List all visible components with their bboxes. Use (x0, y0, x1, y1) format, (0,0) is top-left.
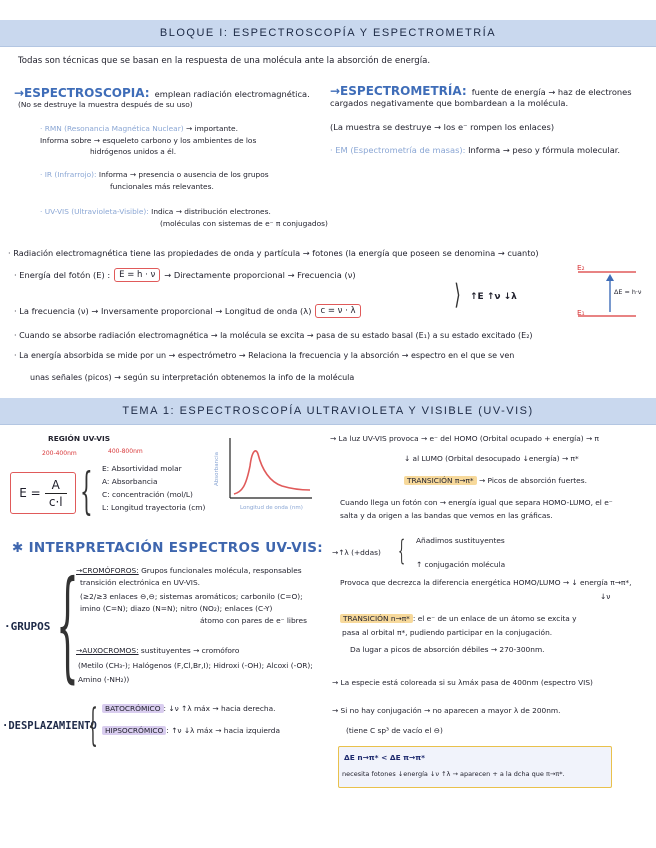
espectroscopia-def: emplean radiación electromagnética. (154, 89, 310, 99)
aux-line2: (Metilo (CH₃-); Halógenos (F,Cl,Br,I); Hidroxi (-OH); Alcoxi (-OR); (78, 661, 313, 670)
box-line2: necesita fotones ↓energía ↓ν ↑λ → aparecen + a la dcha que π→π*. (342, 770, 565, 778)
energia-post: → Directamente proporcional → Frecuencia (ν) (164, 269, 356, 280)
right-line8: → La especie está coloreada si su λmáx pasa de 400nm (espectro VIS) (332, 678, 593, 687)
right-line1: → La luz UV-VIS provoca → e⁻ del HOMO (Orbital ocupado + energía) → π (330, 434, 599, 443)
bato-label: BATOCRÓMICO (102, 704, 164, 713)
hipso-label: HIPSOCRÓMICO (102, 726, 166, 735)
right-line5: Provoca que decrezca la diferencia energética HOMO/LUMO → ↓ energía π→π*, (340, 578, 632, 587)
hipso-line (102, 726, 280, 736)
frecuencia-formula: c = ν · λ (315, 304, 360, 318)
crom-line2: transición electrónica en UV-VIS. (80, 578, 201, 587)
aum-brace: { (398, 534, 406, 567)
em-text: Informa → peso y fórmula molecular. (468, 145, 621, 155)
uv-text: Indica → distribución electrones. (151, 207, 271, 216)
aum-pre: →↑λ (+ddas) (332, 548, 381, 557)
ir-line (40, 170, 269, 180)
frecuencia-line (14, 304, 361, 318)
e2-label: E₂ (577, 263, 585, 272)
eq-fraction-line (45, 493, 67, 494)
em-label: · EM (Espectrometría de masas): (330, 145, 466, 155)
tema-banner (0, 398, 656, 425)
comparison-box (338, 746, 612, 788)
trans1-text: → Picos de absorción fuertes. (479, 476, 587, 485)
def-a: A: Absorbancia (102, 477, 158, 486)
espectrometria-heading (330, 80, 632, 99)
ir-label: · IR (Infrarrojo): (40, 170, 97, 179)
summary-brace: ⟩ (454, 278, 461, 311)
desplazamiento-label: ·DESPLAZAMIENTO (2, 720, 97, 732)
crom-title: →CROMÓFOROS: (76, 566, 139, 575)
right-line7: Da lugar a picos de absorción débiles → 270-300nm. (350, 645, 545, 654)
intro-text: Todas son técnicas que se basan en la respuesta de una molécula ante la absorción de energía. (18, 56, 431, 66)
graph-y-label: Absorbancia (214, 451, 220, 486)
espectroscopia-note: (No se destruye la muestra después de su uso) (18, 100, 193, 109)
eq-denominator: c·l (48, 494, 63, 509)
ir-line2: funcionales más relevantes. (110, 182, 214, 191)
right-line3: Cuando llega un fotón con → energía igual que separa HOMO-LUMO, el e⁻ (340, 498, 613, 507)
espectroscopia-heading (14, 82, 310, 101)
crom-line3: (≥2/≥3 enlaces ⊖,⊖; sistemas aromáticos; carbonilo (C=O); (80, 592, 303, 601)
delta-e-label: ΔE = h·ν (614, 288, 642, 296)
aux-text: sustituyentes → cromóforo (140, 646, 240, 655)
grupos-label: ·GRUPOS (4, 620, 51, 633)
aux-line (76, 646, 239, 656)
frecuencia-pre: · La frecuencia (ν) → Inversamente proporcional → Longitud de onda (λ) (14, 305, 312, 316)
block-title: BLOQUE I: ESPECTROSCOPÍA Y ESPECTROMETRÍA (159, 27, 497, 39)
uv-line (40, 207, 271, 217)
excitation-arrowhead (606, 274, 614, 281)
rmn-line2: Informa sobre → esqueleto carbono y los ambientes de los (40, 136, 257, 145)
box-line1: ΔE n→π* < ΔE π→π* (344, 753, 425, 762)
trans2-line (340, 614, 577, 624)
trans2-text: : el e⁻ de un enlace de un átomo se excita y (412, 614, 577, 623)
em-line (330, 145, 620, 156)
right-line6: pasa al orbital π*, pudiendo participar en la conjugación. (342, 628, 553, 637)
ir-text: Informa → presencia o ausencia de los grupos (98, 170, 269, 179)
radiacion-line1: · Radiación electromagnética tiene las propiedades de onda y partícula → fotones (la energía que poseen se denomina → cuanto) (8, 248, 539, 258)
right-line2: ↓ al LUMO (Orbital desocupado ↓energía) → π* (404, 454, 579, 463)
region-vis: 400-800nm (108, 448, 143, 455)
eq-left: E = (19, 486, 41, 500)
uv-line2: (moléculas con sistemas de e⁻ π conjugados) (160, 219, 328, 228)
right-line10: (tiene C sp³ de vacío el ⊖) (346, 726, 443, 735)
grupos-brace: { (56, 556, 79, 695)
espectrometria-title: →ESPECTROMETRÍA: (330, 84, 467, 98)
interp-title: ✱ INTERPRETACIÓN ESPECTROS UV-VIS: (12, 540, 323, 556)
rmn-label: · RMN (Resonancia Magnética Nuclear) (40, 124, 184, 133)
trans2-label: TRANSICIÓN n→π* (340, 614, 413, 623)
energia-pre: · Energía del fotón (E) : (14, 269, 111, 280)
rmn-line3: hidrógenos unidos a él. (90, 147, 177, 156)
right-line5b: ↓ν (600, 592, 611, 601)
aum1: Añadimos sustituyentes (416, 536, 505, 545)
right-line9: → Si no hay conjugación → no aparecen a mayor λ de 200nm. (332, 706, 561, 715)
rmn-text: → importante. (186, 124, 238, 133)
energia-formula: E = h · ν (114, 268, 160, 282)
espectroscopia-title: →ESPECTROSCOPIA: (14, 86, 150, 100)
def-l: L: Longitud trayectoria (cm) (102, 503, 206, 512)
trans1-line (404, 476, 587, 486)
region-title: REGIÓN UV-VIS (48, 434, 111, 443)
rmn-line (40, 124, 238, 134)
trans1-label: TRANSICIÓN π→π* (404, 476, 477, 485)
absorbe-line: · Cuando se absorbe radiación electromagnética → la molécula se excita → pasa de su estado basal (E₁) a su estado excitado (E₂) (14, 331, 533, 340)
bato-text: : ↓ν ↑λ máx → hacia derecha. (163, 704, 276, 713)
crom-line4: imino (C=N); diazo (N=N); nitro (NO₂); enlaces (C-Y) (80, 604, 273, 613)
espectrometria-note: (La muestra se destruye → los e⁻ rompen los enlaces) (330, 122, 555, 132)
crom-line5: átomo con pares de e⁻ libres (200, 616, 307, 625)
graph-x-label: Longitud de onda (nm) (240, 505, 303, 511)
tema-title: TEMA 1: ESPECTROSCOPÍA ULTRAVIOLETA Y VISIBLE (UV-VIS) (122, 405, 534, 417)
eq-fraction (45, 478, 67, 509)
defs-brace: { (80, 462, 93, 520)
bato-line (102, 704, 275, 714)
energia-abs-line1: · La energía absorbida se mide por un → espectrómetro → Relaciona la frecuencia y la absorción → espectro en el que se ven (14, 351, 515, 360)
uv-label: · UV-VIS (Ultravioleta-Visible): (40, 207, 149, 216)
block-banner (0, 20, 656, 47)
def-e: E: Absortividad molar (102, 464, 182, 473)
aum2: ↑ conjugación molécula (416, 560, 506, 569)
espectrometria-line2: cargados negativamente que bombardean a la molécula. (330, 98, 569, 108)
right-line4: salta y da origen a las bandas que vemos en las gráficas. (340, 511, 553, 520)
region-uv: 200-400nm (42, 450, 77, 457)
beer-lambert-box (10, 472, 76, 514)
eq-numerator: A (51, 477, 60, 492)
def-c: C: concentración (mol/L) (102, 490, 193, 499)
crom-line (76, 566, 302, 576)
hipso-text: : ↑ν ↓λ máx → hacia izquierda (166, 726, 281, 735)
aux-line3: Amino (-NH₂)) (78, 675, 130, 684)
spectrum-graph (224, 436, 314, 502)
aux-title: →AUXOCROMOS: (76, 646, 139, 655)
crom-text: Grupos funcionales molécula, responsables (141, 566, 302, 575)
summary-text: ↑E ↑ν ↓λ (470, 292, 517, 302)
graph-curve (234, 451, 310, 494)
espectrometria-def: fuente de energía → haz de electrones (471, 87, 632, 97)
desplaz-brace: { (88, 700, 98, 751)
energia-abs-line2: unas señales (picos) → según su interpretación obtenemos la info de la molécula (30, 373, 355, 382)
e1-label: E₁ (577, 308, 585, 317)
energia-line (14, 268, 356, 282)
